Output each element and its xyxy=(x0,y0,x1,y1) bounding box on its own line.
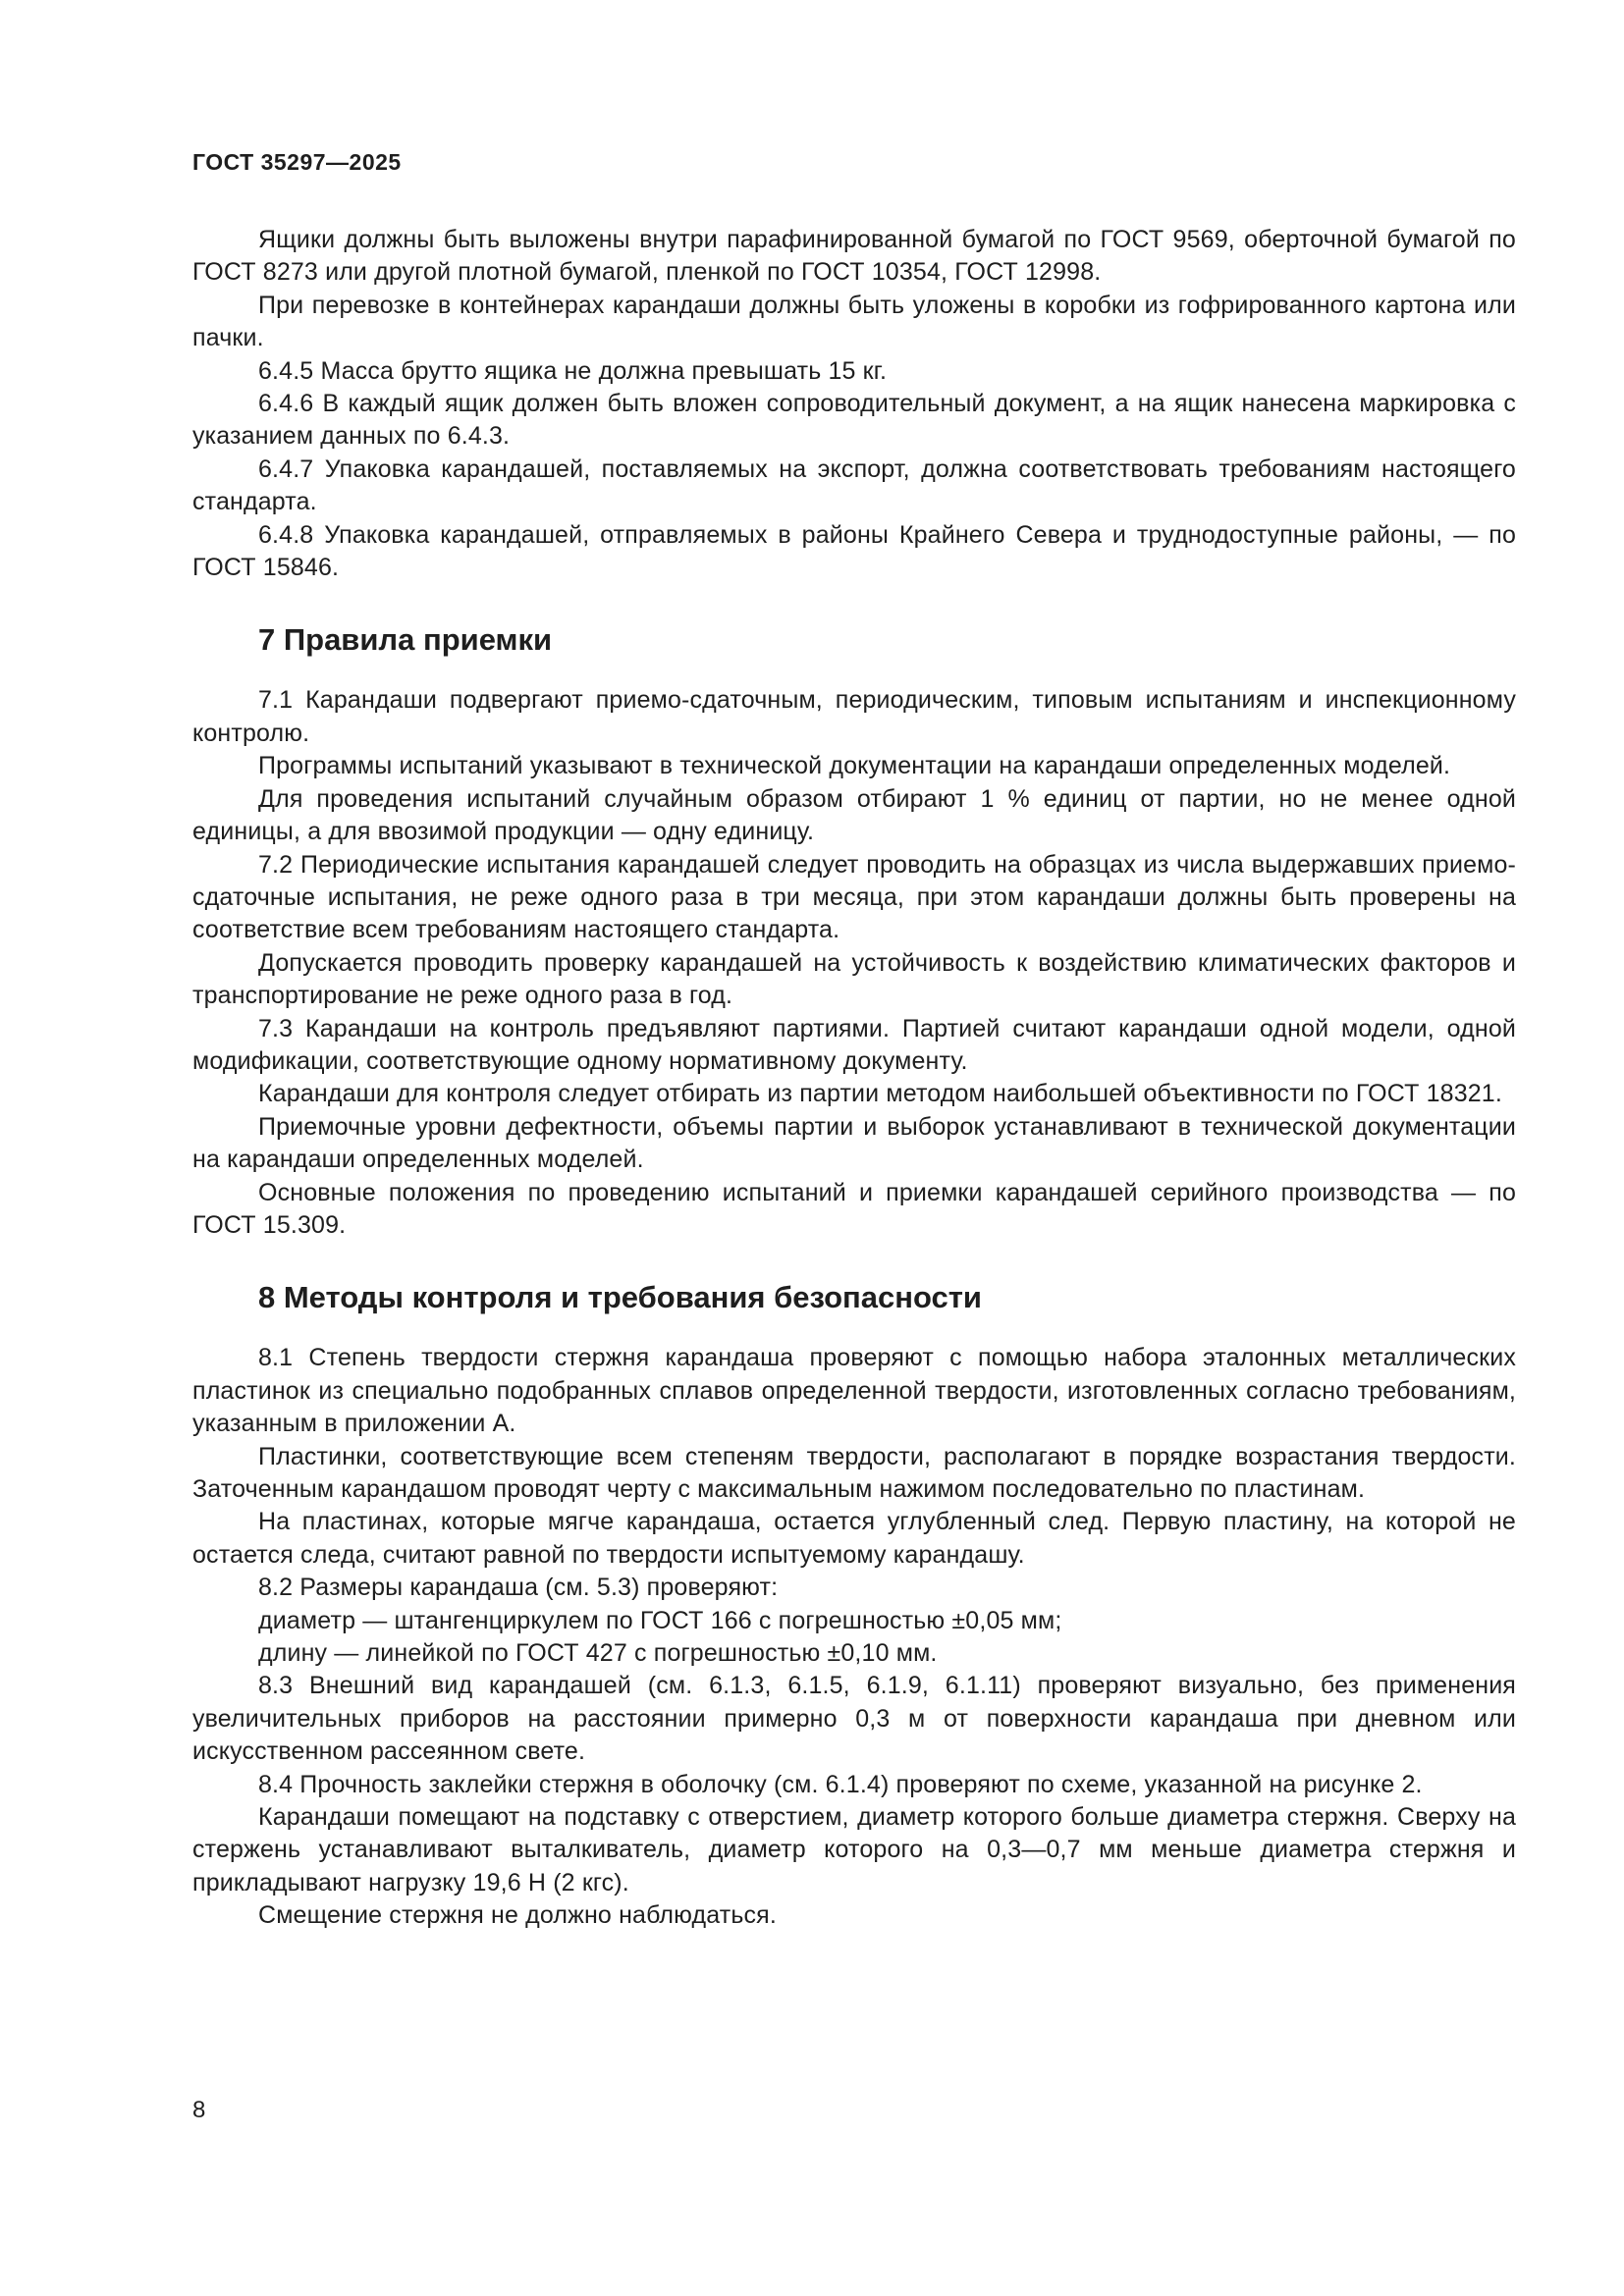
paragraph: Для проведения испытаний случайным образом отбирают 1 % единиц от партии, но не менее одной единицы, а для ввозимой продукции — одну единицу. xyxy=(192,784,1516,846)
paragraph: Пластинки, соответствующие всем степеням твердости, располагают в порядке возрастания твердости. Заточенным карандашом проводят черту с максимальным нажимом последовательно по пластинам. xyxy=(192,1442,1516,1503)
document-code-header: ГОСТ 35297—2025 xyxy=(192,149,402,175)
paragraph: Программы испытаний указывают в технической документации на карандаши определенных моделей. xyxy=(258,752,1451,780)
paragraph: диаметр — штангенциркулем по ГОСТ 166 с погрешностью ±0,05 мм; xyxy=(258,1606,1062,1634)
paragraph: 7.3 Карандаши на контроль предъявляют партиями. Партией считают карандаши одной модели, одной модификации, соответствующие одному нормативному документу. xyxy=(192,1014,1516,1075)
paragraph: При перевозке в контейнерах карандаши должны быть уложены в коробки из гофрированного картона или пачки. xyxy=(192,291,1516,352)
paragraph: 6.4.7 Упаковка карандашей, поставляемых на экспорт, должна соответствовать требованиям настоящего стандарта. xyxy=(192,454,1516,516)
paragraph: 8.4 Прочность заклейки стержня в оболочку (см. 6.1.4) проверяют по схеме, указанной на рисунке 2. xyxy=(258,1770,1423,1798)
section-8-body xyxy=(192,1342,1516,1932)
paragraph: 6.4.8 Упаковка карандашей, отправляемых в районы Крайнего Севера и труднодоступные районы, — по ГОСТ 15846. xyxy=(192,520,1516,582)
document-page xyxy=(192,0,1516,2296)
paragraph: Карандаши для контроля следует отбирать из партии методом наибольшей объективности по ГОСТ 18321. xyxy=(258,1080,1502,1108)
page-number: 8 xyxy=(192,2097,206,2123)
document-body xyxy=(192,224,1516,1933)
section-7-heading: 7 Правила приемки xyxy=(258,622,553,658)
paragraph: 8.2 Размеры карандаша (см. 5.3) проверяют: xyxy=(258,1574,779,1602)
section-8-heading: 8 Методы контроля и требования безопасности xyxy=(258,1280,982,1315)
paragraph: 8.3 Внешний вид карандашей (см. 6.1.3, 6.1.5, 6.1.9, 6.1.11) проверяют визуально, без применения увеличительных приборов на расстоянии примерно 0,3 м от поверхности карандаша при дневном или искусственном рассеянном свете. xyxy=(192,1672,1516,1766)
paragraph: 7.2 Периодические испытания карандашей следует проводить на образцах из числа выдержавших приемо-сдаточные испытания, не реже одного раза в три месяца, при этом карандаши должны быть проверены на соответствие всем требованиям настоящего стандарта. xyxy=(192,850,1516,944)
paragraph: длину — линейкой по ГОСТ 427 с погрешностью ±0,10 мм. xyxy=(258,1639,938,1668)
section-7-body xyxy=(192,684,1516,1242)
paragraph: Приемочные уровни дефектности, объемы партии и выборок устанавливают в технической документации на карандаши определенных моделей. xyxy=(192,1112,1516,1174)
paragraph: На пластинах, которые мягче карандаша, остается углубленный след. Первую пластину, на которой не остается следа, считают равной по твердости испытуемому карандашу. xyxy=(192,1508,1516,1569)
paragraph: Основные положения по проведению испытаний и приемки карандашей серийного производства — по ГОСТ 15.309. xyxy=(192,1178,1516,1239)
paragraph: Ящики должны быть выложены внутри парафинированной бумагой по ГОСТ 9569, оберточной бумагой по ГОСТ 8273 или другой плотной бумагой, пленкой по ГОСТ 10354, ГОСТ 12998. xyxy=(192,226,1516,287)
paragraph: 6.4.6 В каждый ящик должен быть вложен сопроводительный документ, а на ящик нанесена маркировка с указанием данных по 6.4.3. xyxy=(192,390,1516,451)
paragraph: 8.1 Степень твердости стержня карандаша проверяют с помощью набора эталонных металлических пластинок из специально подобранных сплавов определенной твердости, изготовленных согласно требованиям, указанным в приложении А. xyxy=(192,1344,1516,1438)
paragraph: 7.1 Карандаши подвергают приемо-сдаточным, периодическим, типовым испытаниям и инспекционному контролю. xyxy=(192,686,1516,747)
paragraph: Смещение стержня не должно наблюдаться. xyxy=(258,1901,777,1930)
paragraph: Карандаши помещают на подставку с отверстием, диаметр которого больше диаметра стержня. Сверху на стержень устанавливают выталкиватель, диаметр которого на 0,3—0,7 мм меньше диаметра стержня и прикладывают нагрузку 19,6 Н (2 кгс). xyxy=(192,1803,1516,1896)
packaging-continuation-block xyxy=(192,224,1516,584)
paragraph: 6.4.5 Масса брутто ящика не должна превышать 15 кг. xyxy=(258,356,888,385)
paragraph: Допускается проводить проверку карандашей на устойчивость к воздействию климатических факторов и транспортирование не реже одного раза в год. xyxy=(192,948,1516,1010)
